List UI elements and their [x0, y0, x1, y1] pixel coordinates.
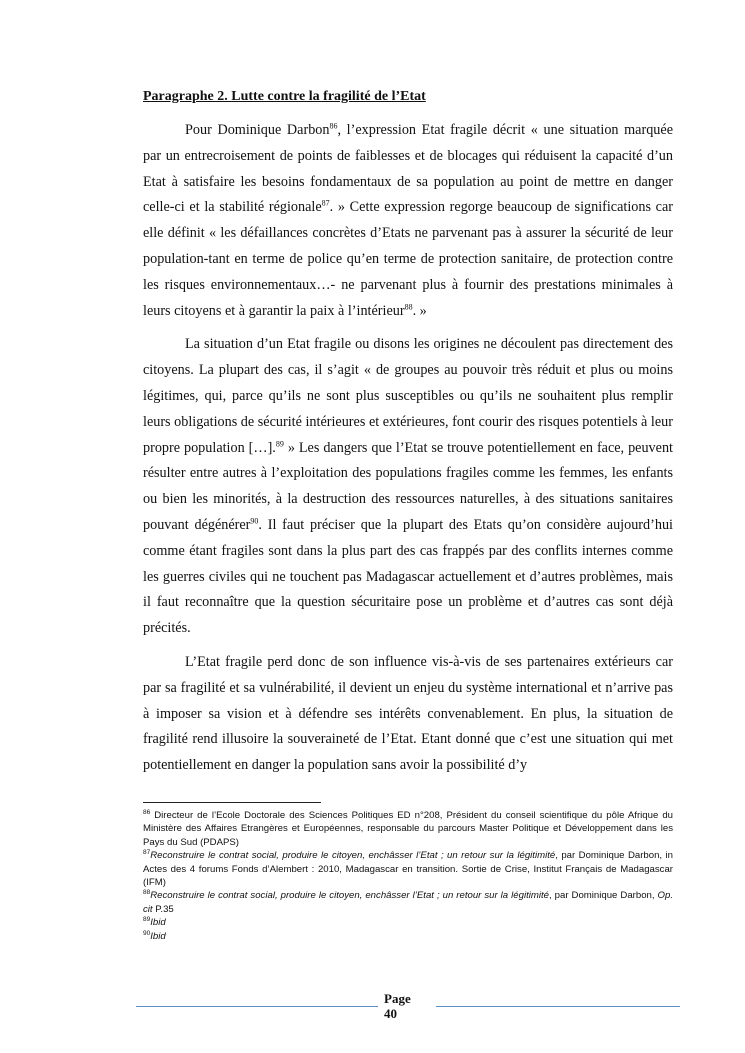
footnote-90-text: Ibid	[150, 930, 166, 942]
p1-text-2: , l’expression Etat fragile décrit « une situation marquée par un entrecroisement de points de faiblesses et de blocages qui réduisent la capacité d’un Etat à satisfaire les besoins fondamentaux de sa population au point de mettre en danger celle-ci et la stabilité régionale	[143, 122, 673, 216]
p1-text-1: Pour Dominique Darbon	[185, 122, 330, 138]
page-number: 40	[384, 1006, 397, 1021]
footnote-88-number: 88	[143, 889, 151, 897]
footnote-88-title: Reconstruire le contrat social, produire le citoyen, enchâsser l’Etat ; un retour sur la légitimité	[150, 890, 549, 902]
footnote-88-text: , par Dominique Darbon,	[549, 890, 658, 902]
footer-rule-left	[136, 1006, 378, 1007]
footnote-88	[143, 889, 673, 916]
footnote-ref-88[interactable]: 88	[404, 301, 413, 311]
paragraph-2	[143, 332, 673, 642]
footnote-86	[143, 809, 673, 849]
footnote-89-number: 89	[143, 916, 151, 924]
footnotes	[143, 809, 673, 943]
page-number-box	[384, 991, 430, 1021]
p2-text-3: . Il faut préciser que la plupart des Etats qu’on considère aujourd’hui comme étant fragiles sont dans la plus part des cas frappés par des conflits internes comme les guerres civiles qui ne touchent pas Madagascar actuellement et d’autres problèmes, mais il faut reconnaître que la question sécuritaire pose un problème et d’autres cas sont déjà précités.	[143, 516, 673, 637]
section-heading: Paragraphe 2. Lutte contre la fragilité de l’Etat	[143, 89, 426, 104]
footnote-86-number: 86	[143, 808, 151, 816]
footnote-90	[143, 930, 673, 943]
p2-text-1: La situation d’un Etat fragile ou disons les origines ne découlent pas directement des citoyens. La plupart des cas, il s’agit « de groupes au pouvoir très réduit et plus ou moins légitimes, qui, parce qu’ils ne sont plus susceptibles ou qu’ils ne souhaitent plus remplir leurs obligations de sécurité intérieures et extérieures, font courir des risques potentiels à leur propre population […].	[143, 336, 673, 456]
footnote-88-page: P.35	[152, 903, 174, 915]
page-body	[143, 88, 673, 787]
footnote-separator	[143, 802, 321, 803]
footnote-ref-90[interactable]: 90	[250, 516, 259, 526]
footnote-87-title: Reconstruire le contrat social, produire le citoyen, enchâsser l’Etat ; un retour sur la légitimité	[150, 850, 556, 862]
paragraph-1	[143, 118, 673, 324]
footnote-ref-87[interactable]: 87	[321, 198, 330, 208]
footnote-87	[143, 849, 673, 889]
footnote-88-opcit: Op. cit	[143, 890, 673, 915]
p3-text-1: L’Etat fragile perd donc de son influence vis-à-vis de ses partenaires extérieurs car par sa fragilité et sa vulnérabilité, il devient un enjeu du système international et n’arrive pas à imposer sa vision et à défendre ses intérêts convenablement. En plus, la situation de fragilité rend illusoire la souveraineté de l’Etat. Etant donné que c’est une situation qui met potentiellement en danger la population sans avoir la possibilité d’y	[143, 653, 673, 774]
footnote-ref-89[interactable]: 89	[275, 438, 284, 448]
footnote-ref-86[interactable]: 86	[329, 121, 338, 131]
footnote-87-number: 87	[143, 849, 151, 857]
footnote-89-text: Ibid	[150, 917, 166, 929]
footnote-89	[143, 916, 673, 929]
page-label: Page	[384, 991, 411, 1006]
paragraph-3	[143, 650, 673, 779]
p1-text-3: . » Cette expression regorge beaucoup de significations car elle définit « les défaillances concrètes d’Etats ne parvenant pas à assurer la sécurité de leur population-tant en terme de police qu’en terme de protection sanitaire, de protection contre les risques environnementaux…- ne parvenant plus à fournir des prestations minimales à leurs citoyens et à garantir la paix à l’intérieur	[143, 199, 674, 319]
footnote-90-number: 90	[143, 929, 151, 937]
footnote-86-text: Directeur de l’Ecole Doctorale des Sciences Politiques ED n°208, Président du conseil scientifique du pôle Afrique du Ministère des Affaires Etrangères et Européennes, responsable du parcours Master Politique et Développement dans les Pays du Sud (PDAPS)	[143, 810, 673, 848]
p2-text-2: » Les dangers que l’Etat se trouve potentiellement en face, peuvent résulter entre autres à l’exploitation des populations fragiles comme les femmes, les enfants ou bien les minorités, à la destruction des ressources naturelles, à des situations sanitaires pouvant dégénérer	[143, 439, 673, 533]
p1-text-4: . »	[412, 302, 427, 319]
footnote-87-text: , par Dominique Darbon, in Actes des 4 forums Fonds d’Alembert : 2010, Madagascar en transition. Sortie de Crise, Institut Français de Madagascar (IFM)	[143, 850, 674, 889]
footer-rule-right	[436, 1006, 680, 1007]
